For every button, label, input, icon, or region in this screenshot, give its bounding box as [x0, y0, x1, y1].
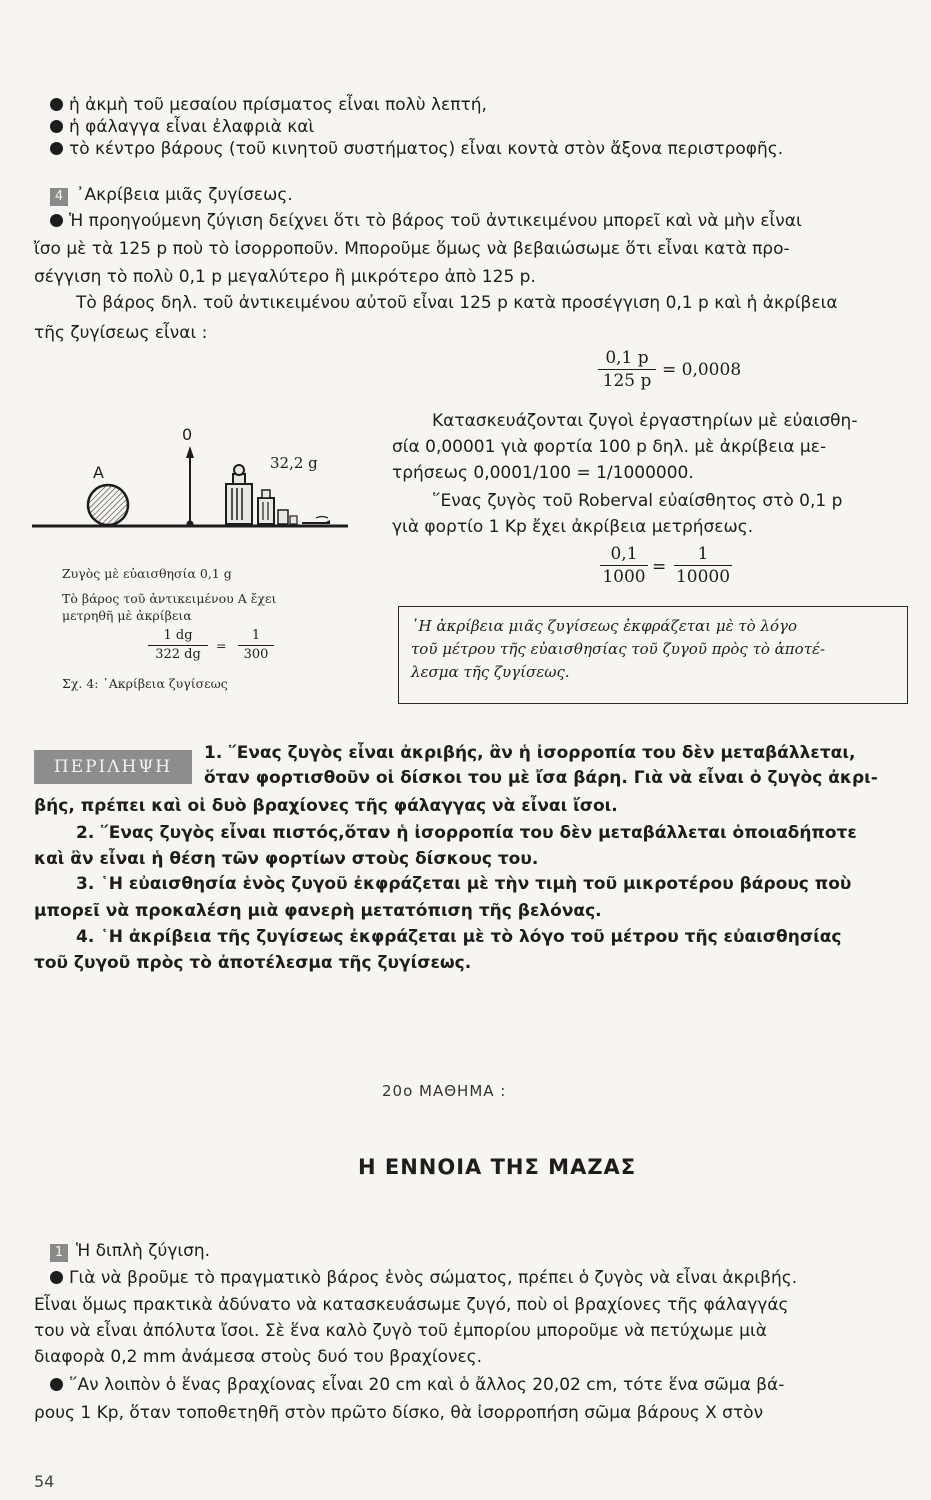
section-4-para2-line2: τῆς ζυγίσεως εἶναι : [34, 323, 208, 343]
bullet-line-3: τὸ κέντρο βάρους (τοῦ κινητοῦ συστήματος) εἶναι κοντὰ στὸν ἄξονα περιστροφῆς. [50, 138, 783, 160]
section-4-para3-line1: Κατασκευάζονται ζυγοὶ ἐργαστηρίων μὲ εὐαισθη- [432, 411, 858, 431]
roberval-fraction-eq: = [652, 557, 667, 577]
section-4-heading: 4 ᾽Ακρίβεια μιᾶς ζυγίσεως. [50, 184, 293, 206]
summary-item-3-line1: 3. ῾Η εὐαισθησία ἑνὸς ζυγοῦ ἐκφράζεται μὲ τὴν τιμὴ τοῦ μικροτέρου βάρους ποὺ [76, 874, 852, 894]
section-4-para3-line3: τρήσεως 0,0001/100 = 1/1000000. [392, 463, 694, 483]
figure-label-zero: 0 [182, 425, 193, 444]
lesson-label: 20ο ΜΑΘΗΜΑ : [382, 1082, 507, 1100]
definition-box [398, 606, 908, 704]
precision-fraction-result: = 0,0008 [662, 360, 742, 380]
roberval-fraction-left: 0,1 1000 [600, 544, 648, 587]
bullet-dot-icon [50, 1378, 63, 1391]
figure-fraction-eq: = [216, 638, 227, 653]
summary-item-4-line1: 4. ῾Η ἀκρίβεια τῆς ζυγίσεως ἐκφράζεται μὲ τὸ λόγο τοῦ μέτρου τῆς εὐαισθησίας [76, 927, 842, 947]
section-1-heading: 1 Ἡ διπλὴ ζύγιση. [50, 1240, 210, 1262]
figure-caption-1: Ζυγὸς μὲ εὐαισθησία 0,1 g [62, 566, 232, 581]
bullet-dot-icon [50, 98, 63, 111]
bullet-line-1: ἡ ἀκμὴ τοῦ μεσαίου πρίσματος εἶναι πολὺ λεπτή, [50, 94, 487, 116]
definition-line-1: ῾Η ἀκρίβεια μιᾶς ζυγίσεως ἐκφράζεται μὲ τὸ λόγο [411, 617, 798, 635]
definition-line-2: τοῦ μέτρου τῆς εὐαισθησίας τοῦ ζυγοῦ πρὸς τὸ ἀποτέ- [411, 640, 826, 658]
figure-fraction-right: 1 300 [238, 628, 274, 663]
section-4-para1-line1: Ἡ προηγούμενη ζύγιση δείχνει ὅτι τὸ βάρος τοῦ ἀντικειμένου μπορεῖ καὶ νὰ μὴν εἶναι [50, 210, 802, 232]
section-1-para1-line2: Εἶναι ὅμως πρακτικὰ ἀδύνατο νὰ κατασκευάσωμε ζυγό, ποὺ οἱ βραχίονες τῆς φάλαγγάς [34, 1295, 789, 1315]
summary-item-1-line2: ὅταν φορτισθοῦν οἱ δίσκοι του μὲ ἴσα βάρη. Γιὰ νὰ εἶναι ὁ ζυγὸς ἀκρι- [204, 768, 878, 788]
section-4-para4-line1: ῞Ενας ζυγὸς τοῦ Roberval εὐαίσθητος στὸ 0,1 p [432, 491, 843, 511]
needle-pivot [187, 521, 194, 528]
summary-item-3-line2: μπορεῖ νὰ προκαλέση μιὰ φανερὴ μετατόπιση τῆς βελόνας. [34, 901, 602, 921]
summary-tag: ΠΕΡΙΛΗΨΗ [34, 750, 192, 784]
section-1-para1-line3: του νὰ εἶναι ἀπόλυτα ἴσοι. Σὲ ἕνα καλὸ ζυγὸ τοῦ ἐμπορίου μποροῦμε νὰ πετύχωμε μιὰ [34, 1321, 767, 1341]
section-4-para3-line2: σία 0,00001 γιὰ φορτία 100 p δηλ. μὲ ἀκρίβεια με- [392, 437, 827, 457]
balance-figure [30, 420, 360, 560]
roberval-fraction-right: 1 10000 [675, 544, 731, 587]
summary-item-1-line3: βής, πρέπει καὶ οἱ δυὸ βραχίονες τῆς φάλαγγας νὰ εἶναι ἴσοι. [34, 796, 618, 816]
bullet-dot-icon [50, 1271, 63, 1284]
section-1-para1-line4: διαφορὰ 0,2 mm ἀνάμεσα στοὺς δυό του βραχίονες. [34, 1347, 483, 1367]
figure-caption-2: Τὸ βάρος τοῦ ἀντικειμένου Α ἔχει [62, 591, 277, 606]
figure-label-weight: 32,2 g [270, 454, 318, 472]
bullet-dot-icon [50, 142, 63, 155]
summary-item-2-line2: καὶ ἂν εἶναι ἡ θέση τῶν φορτίων στοὺς δίσκους του. [34, 849, 539, 869]
object-a-sphere [88, 485, 128, 525]
lesson-title: Η ΕΝΝΟΙΑ ΤΗΣ ΜΑΖΑΣ [358, 1155, 637, 1179]
figure-fraction-left: 1 dg 322 dg [148, 628, 208, 663]
needle-arrow-icon [186, 446, 194, 458]
figure-caption-3: μετρηθῆ μὲ ἀκρίβεια [62, 608, 192, 623]
page-number: 54 [34, 1472, 55, 1491]
section-number-badge: 4 [50, 188, 68, 206]
definition-line-3: λεσμα τῆς ζυγίσεως. [411, 663, 570, 681]
summary-item-2-line1: 2. ῞Ενας ζυγὸς εἶναι πιστός,ὅταν ἡ ἰσορροπία του δὲν μεταβάλλεται ὁποιαδήποτε [76, 823, 857, 843]
section-4-para1-line2: ἴσο μὲ τὰ 125 p ποὺ τὸ ἰσορροποῦν. Μποροῦμε ὅμως νὰ βεβαιώσωμε ὅτι εἶναι κατὰ προ- [34, 239, 790, 259]
bullet-dot-icon [50, 120, 63, 133]
figure-label-a: A [93, 463, 104, 482]
section-1-para1-line1: Γιὰ νὰ βροῦμε τὸ πραγματικὸ βάρος ἑνὸς σώματος, πρέπει ὁ ζυγὸς νὰ εἶναι ἀκριβής. [50, 1267, 797, 1289]
section-4-para4-line2: γιὰ φορτίο 1 Kp ἔχει ἀκρίβεια μετρήσεως. [392, 517, 754, 537]
section-4-para1-line3: σέγγιση τὸ πολὺ 0,1 p μεγαλύτερο ἢ μικρότερο ἀπὸ 125 p. [34, 267, 536, 287]
summary-item-4-line2: τοῦ ζυγοῦ πρὸς τὸ ἀποτέλεσμα τῆς ζυγίσεως. [34, 953, 472, 973]
precision-fraction: 0,1 p 125 p [598, 348, 656, 391]
section-1-para2-line1: ῞Αν λοιπὸν ὁ ἕνας βραχίονας εἶναι 20 cm καὶ ὁ ἄλλος 20,02 cm, τότε ἕνα σῶμα βά- [50, 1374, 784, 1396]
bullet-dot-icon [50, 214, 63, 227]
section-number-badge: 1 [50, 1244, 68, 1262]
figure-caption-4: Σχ. 4: ᾽Ακρίβεια ζυγίσεως [62, 676, 228, 691]
summary-item-1-line1: 1. ῞Ενας ζυγὸς εἶναι ἀκριβής, ἂν ἡ ἰσορροπία του δὲν μεταβάλλεται, [204, 743, 856, 763]
bullet-line-2: ἡ φάλαγγα εἶναι ἐλαφριὰ καὶ [50, 116, 314, 138]
section-4-para2-line1: Τὸ βάρος δηλ. τοῦ ἀντικειμένου αὐτοῦ εἶναι 125 p κατὰ προσέγγιση 0,1 p καὶ ἡ ἀκρίβεια [76, 293, 838, 313]
section-1-para2-line2: ρους 1 Kp, ὅταν τοποθετηθῆ στὸν πρῶτο δίσκο, θὰ ἰσορροπήση σῶμα βάρους Χ στὸν [34, 1403, 764, 1423]
